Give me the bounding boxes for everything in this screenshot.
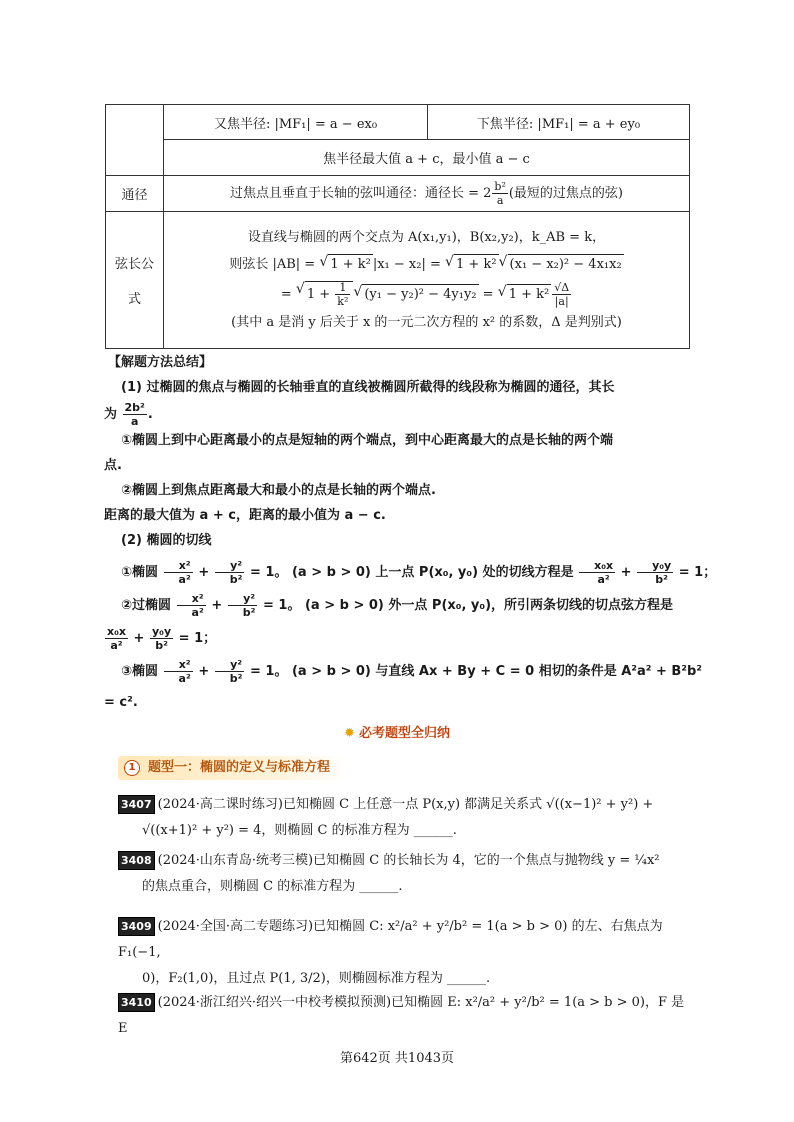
tangent-rule-2: ②过椭圆 $\frac{\text{x²}}{\text{a²}}$ + $\frac{\text{y²}}{\text{b²}}$ = 1。 (a > b > 0) 外一点 P(x₀, y₀)，所引两条切线的切点弦方程是 [121, 592, 674, 619]
chord-length-formula-cell [164, 212, 690, 349]
summary-tangent-heading: (2) 椭圆的切线 [121, 533, 212, 548]
problem-number: 3410 [118, 993, 155, 1012]
problem-3407: 3407 (2024·高二课时练习)已知椭圆 C 上任意一点 P(x,y) 都满足关系式 √((x−1)² + y²) + √((x+1)² + y²) = 4，则椭圆 C 的标准方程为 ______. [118, 792, 693, 844]
tangent-rule-1: ①椭圆 $\frac{\text{x²}}{\text{a²}}$ + $\frac{\text{y²}}{\text{b²}}$ = 1。 (a > b > 0) 上一点 P(x₀, y₀) 处的切线方程是 $\frac{\text{x₀x}}{\text{a²}}$ + $\frac{\text{y₀y}}{\text{b²}}$ = 1； [121, 559, 717, 586]
summary-latus-rectum: (1) 过椭圆的焦点与椭圆的长轴垂直的直线被椭圆所截得的线段称为椭圆的通径，其长 [121, 380, 615, 395]
problem-3410: 3410 (2024·浙江绍兴·绍兴一中校考模拟预测)已知椭圆 E: x²/a² + y²/b² = 1(a > b > 0)，F 是 E [118, 995, 685, 1036]
latus-rectum-label: 通径 [106, 176, 164, 212]
focal-radius-extremes-cell: 焦半径最大值 a + c，最小值 a − c [164, 140, 690, 176]
summary-point-1: ①椭圆上到中心距离最小的点是短轴的两个端点，到中心距离最大的点是长轴的两个端 [121, 433, 614, 448]
type-number-badge: 1 [124, 760, 140, 776]
tangent-rule-3: ③椭圆 $\frac{\text{x²}}{\text{a²}}$ + $\frac{\text{y²}}{\text{b²}}$ = 1。 (a > b > 0) 与直线 Ax + By + C = 0 相切的条件是 A²a² + B²b² [121, 658, 702, 685]
upper-focal-radius-cell: 又焦半径: |MF₁| = a − ex₀ [164, 105, 428, 140]
summary-point-2: ②椭圆上到焦点距离最大和最小的点是长轴的两个端点. [121, 483, 436, 498]
problem-number: 3409 [118, 917, 155, 936]
focal-radius-label-cell [106, 105, 164, 176]
tangent-rule-3-cont: = c². [104, 695, 138, 710]
page-number-footer: 第642页 共1043页 [339, 1051, 455, 1066]
sun-icon: ✹ [344, 726, 355, 741]
latus-rectum-formula: 过焦点且垂直于长轴的弦叫通径：通径长 = 2 $\frac{\text{b²}}{a}$ (最短的过焦点的弦) [164, 176, 690, 212]
chord-length-line-2: = √ 1 + $\frac{1}{\text{k²}}$ √ (y₁ − y₂)² − 4y₁y₂ = √ 1 + k² $\frac{√\Delta}{|a|}$ [164, 281, 689, 307]
method-summary [104, 352, 717, 717]
problem-3408: 3408 (2024·山东青岛·统考三模)已知椭圆 C 的长轴长为 4，它的一个焦点与抛物线 y = ¼x² 的焦点重合，则椭圆 C 的标准方程为 ______. [118, 848, 693, 900]
chord-length-label: 弦长公 式 [106, 212, 164, 349]
chord-intersection-line: 设直线与椭圆的两个交点为 A(x₁,y₁)，B(x₂,y₂)，k_AB = k， [247, 229, 606, 245]
question-type-banner: 1 题型一：椭圆的定义与标准方程 [118, 756, 346, 780]
chord-length-line-1: 则弦长 |AB| = √ 1 + k² |x₁ − x₂| = √ 1 + k²√ (x₁ − x₂)² − 4x₁x₂ [164, 254, 689, 275]
chord-length-note: (其中 a 是消 y 后关于 x 的一元二次方程的 x² 的系数，Δ 是判别式) [231, 314, 622, 330]
summary-point-1-cont: 点. [104, 458, 122, 473]
summary-distance: 距离的最大值为 a + c，距离的最小值为 a − c. [104, 508, 386, 523]
summary-heading: 【解题方法总结】 [108, 355, 213, 370]
ellipse-properties-table [105, 104, 690, 349]
problem-number: 3408 [118, 851, 155, 870]
problem-number: 3407 [118, 795, 155, 814]
problem-3409: 3409 (2024·全国·高二专题练习)已知椭圆 C: x²/a² + y²/b² = 1(a > b > 0) 的左、右焦点为 F₁(−1, 0)，F₂(1,0)，且过点 P(1, 3/2)，则椭圆标准方程为 ______. [118, 919, 663, 986]
lower-focal-radius-cell: 下焦半径: |MF₁| = a + ey₀ [428, 105, 690, 140]
summary-latus-rectum-cont: 为 $\frac{\text{2b²}}{a}$ . [104, 401, 153, 428]
section-title: ✹ 必考题型全归纳 [344, 726, 450, 741]
tangent-rule-2-cont: $\frac{\text{x₀x}}{\text{a²}}$ + $\frac{\text{y₀y}}{\text{b²}}$ = 1； [107, 625, 217, 652]
